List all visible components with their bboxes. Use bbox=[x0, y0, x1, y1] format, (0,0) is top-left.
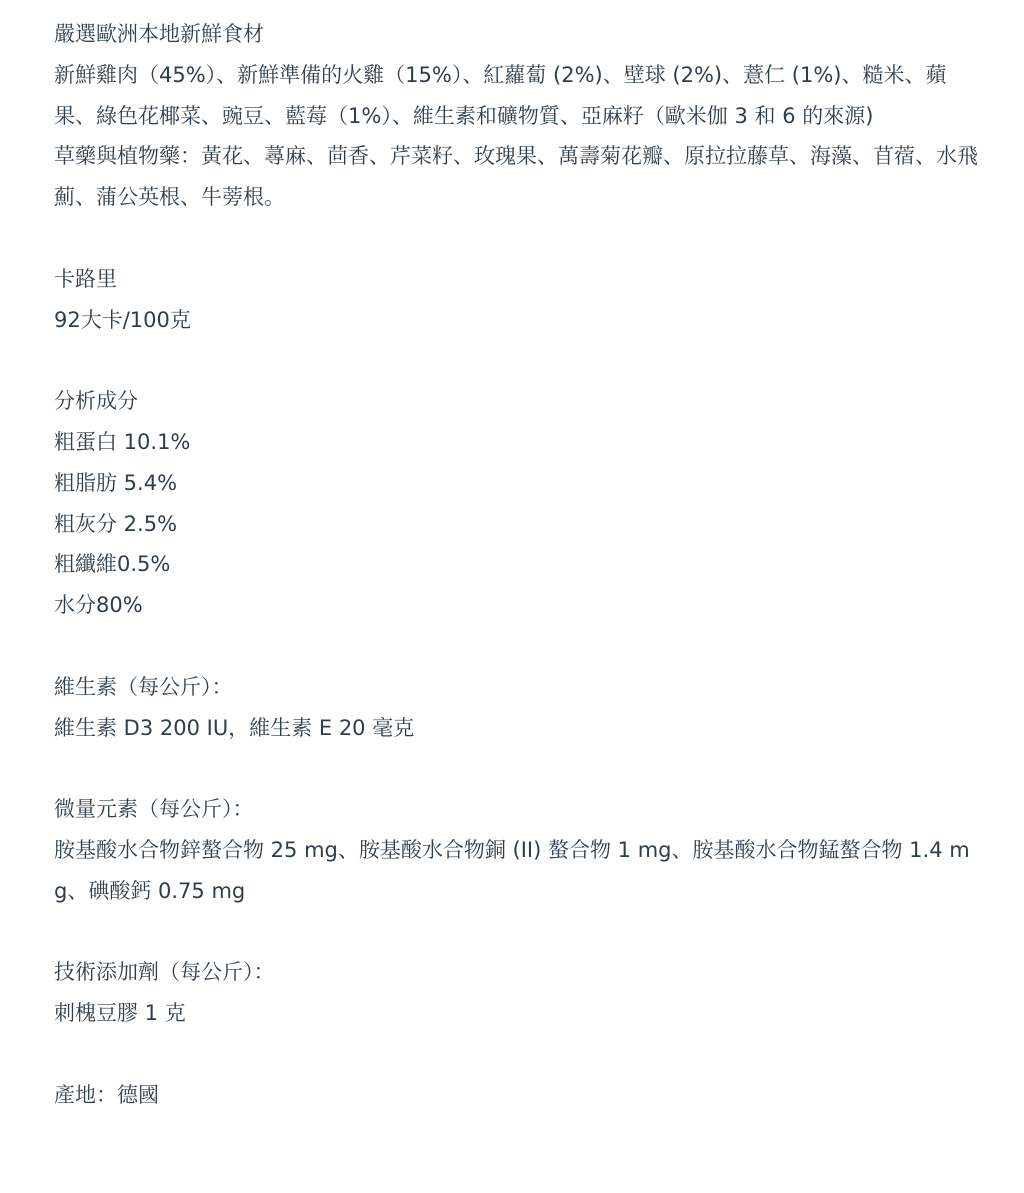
additives-heading: 技術添加劑（每公斤）： bbox=[54, 960, 275, 985]
additives-value: 刺槐豆膠 1 克 bbox=[54, 1001, 186, 1026]
spacer bbox=[54, 626, 984, 667]
spacer bbox=[54, 1034, 984, 1075]
analysis-item: 水分80% bbox=[54, 593, 143, 618]
calories-section bbox=[54, 259, 984, 341]
calories-value: 92大卡/100克 bbox=[54, 307, 191, 332]
additives-section bbox=[54, 952, 984, 1034]
trace-elements-heading: 微量元素（每公斤）： bbox=[54, 797, 254, 822]
ingredients-list: 新鮮雞肉（45%）、新鮮準備的火雞（15%）、紅蘿蔔 (2%)、壁球 (2%)、薏仁 (1%)、糙米、蘋果、綠色花椰菜、豌豆、藍莓（1%）、維生素和礦物質、亞麻籽（歐米伽 3 和 6 的來源) bbox=[54, 62, 947, 128]
trace-elements-section bbox=[54, 789, 984, 911]
analysis-item: 粗纖維0.5% bbox=[54, 552, 171, 577]
spacer bbox=[54, 912, 984, 953]
vitamins-value: 維生素 D3 200 IU，維生素 E 20 毫克 bbox=[54, 715, 415, 740]
ingredients-section bbox=[54, 14, 984, 218]
calories-heading: 卡路里 bbox=[54, 266, 117, 291]
vitamins-section bbox=[54, 667, 984, 749]
spacer bbox=[54, 340, 984, 381]
origin-text: 產地：德國 bbox=[54, 1082, 159, 1107]
analysis-section bbox=[54, 381, 984, 626]
herbs-list: 草藥與植物藥：黃花、蕁麻、茴香、芹菜籽、玫瑰果、萬壽菊花瓣、原拉拉藤草、海藻、苜蓿、水飛薊、蒲公英根、牛蒡根。 bbox=[54, 144, 978, 210]
vitamins-heading: 維生素（每公斤）： bbox=[54, 674, 233, 699]
spacer bbox=[54, 748, 984, 789]
ingredients-heading: 嚴選歐洲本地新鮮食材 bbox=[54, 22, 264, 46]
analysis-item: 粗脂肪 5.4% bbox=[54, 470, 178, 495]
product-description bbox=[54, 14, 984, 1116]
origin-section bbox=[54, 1075, 984, 1116]
analysis-item: 粗蛋白 10.1% bbox=[54, 429, 191, 454]
spacer bbox=[54, 218, 984, 259]
trace-elements-value: 胺基酸水合物鋅螯合物 25 mg、胺基酸水合物銅 (II) 螯合物 1 mg、胺基酸水合物錳螯合物 1.4 mg、碘酸鈣 0.75 mg bbox=[54, 837, 970, 903]
analysis-item: 粗灰分 2.5% bbox=[54, 511, 178, 536]
analysis-heading: 分析成分 bbox=[54, 389, 138, 414]
